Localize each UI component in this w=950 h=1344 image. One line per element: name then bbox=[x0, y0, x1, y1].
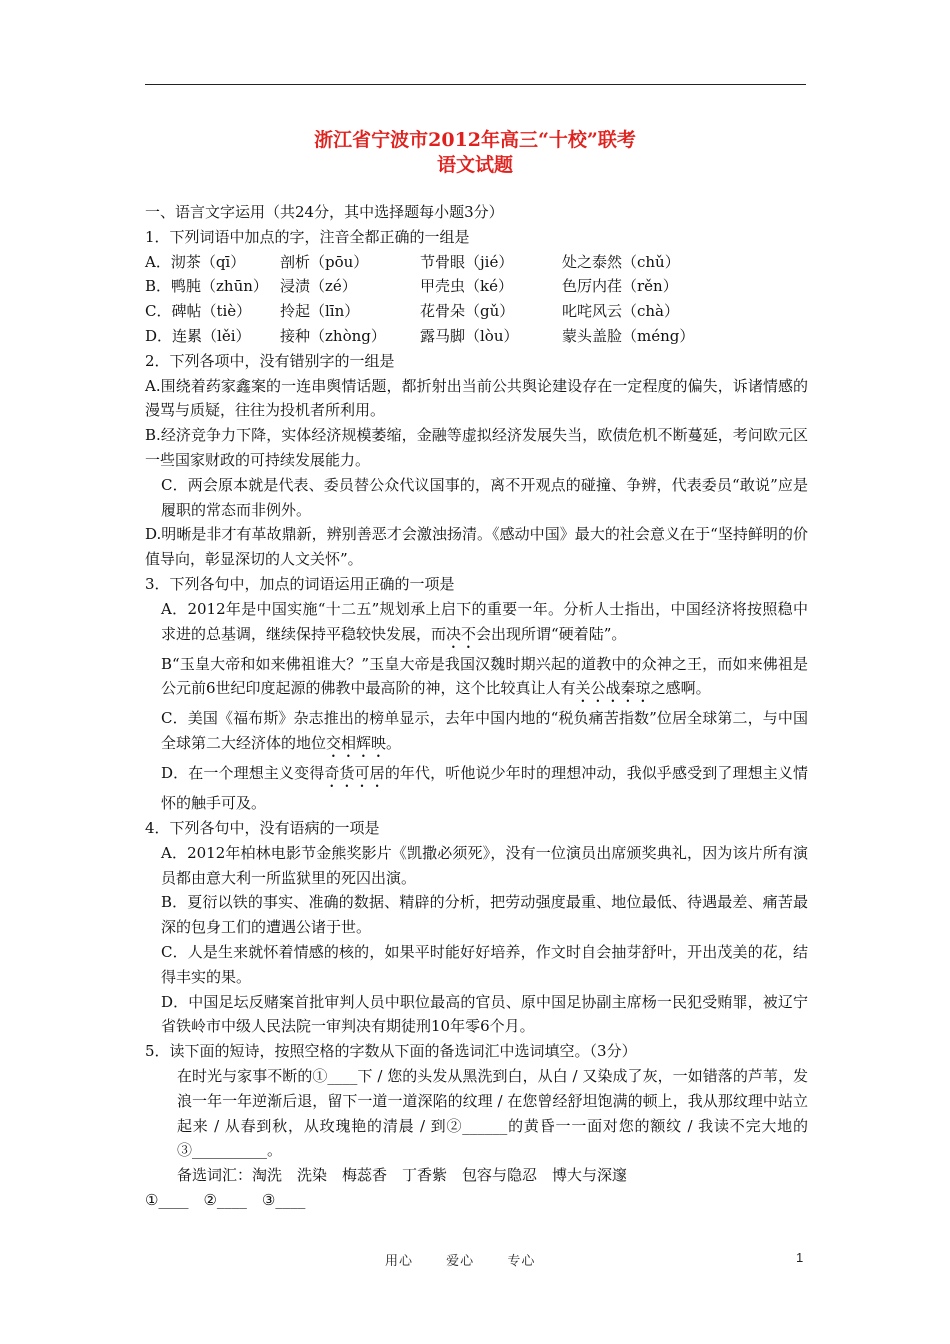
q1-b-4: 色厉内荏（rěn） bbox=[562, 277, 678, 296]
q1-b-1: B．鸭肫（zhūn） bbox=[145, 277, 268, 296]
q5-blanks: ①____ ②____ ③____ bbox=[145, 1190, 306, 1209]
q5-stem: 5．读下面的短诗，按照空格的字数从下面的备选词汇中选词填空。（3分） bbox=[145, 1042, 637, 1061]
q3-c-dotted: 交相辉映 bbox=[326, 734, 387, 753]
page-title: 浙江省宁波市2012年高三“十校”联考 bbox=[314, 129, 636, 151]
q1-d-1: D．连累（lěi） bbox=[145, 326, 251, 345]
q2-stem: 2．下列各项中，没有错别字的一组是 bbox=[145, 351, 395, 370]
q1-b-3: 甲壳虫（ké） bbox=[420, 277, 513, 296]
footer-item: 用心 bbox=[385, 1254, 414, 1269]
exam-content bbox=[145, 200, 808, 1213]
footer-motto bbox=[385, 1250, 565, 1269]
q1-a-2: 剖析（pōu） bbox=[280, 252, 369, 271]
q3-option-d: D．在一个理想主义变得奇货可居的年代，听他说少年时的理想冲动，我似乎感受到了理想主义情怀的触手可及。 bbox=[161, 764, 808, 813]
q2-option-d: D.明晰是非才有革故鼎新，辨别善恶才会激浊扬清。《感动中国》最大的社会意义在于“坚持鲜明的价值导向，彰显深切的人文关怀”。 bbox=[145, 525, 808, 569]
q4-option-a: A．2012年柏林电影节金熊奖影片《凯撒必须死》，没有一位演员出席颁奖典礼，因为该片所有演员都由意大利一所监狱里的死囚出演。 bbox=[161, 843, 808, 887]
q1-d-2: 接种（zhòng） bbox=[280, 326, 386, 345]
q4-stem: 4．下列各句中，没有语病的一项是 bbox=[145, 818, 380, 837]
header-rule bbox=[145, 84, 806, 85]
page-subtitle: 语文试题 bbox=[436, 154, 513, 176]
q1-a-3: 节骨眼（jié） bbox=[420, 252, 514, 271]
q4-option-b: B．夏衍以铁的事实、准确的数据、精辟的分析，把劳动强度最重、地位最低、待遇最差、痛苦最深的包身工们的遭遇公诸于世。 bbox=[161, 893, 808, 937]
q3-option-b: B“玉皇大帝和如来佛祖谁大？”玉皇大帝是我国汉魏时期兴起的道教中的众神之王，而如来佛祖是公元前6世纪印度起源的佛教中最高阶的神，这个比较真让人有关公战秦琼之感啊。 bbox=[161, 654, 808, 698]
q3-option-c: C．美国《福布斯》杂志推出的榜单显示，去年中国内地的“税负痛苦指数”位居全球第二，与中国全球第二大经济体的地位交相辉映。 bbox=[161, 709, 808, 753]
q1-options bbox=[145, 250, 808, 349]
q5-choices: 备选词汇：淘洗 洗染 梅蕊香 丁香紫 包容与隐忍 博大与深邃 bbox=[177, 1166, 628, 1185]
q1-d-4: 蒙头盖脸（méng） bbox=[562, 326, 695, 345]
q1-d-3: 露马脚（lòu） bbox=[420, 326, 519, 345]
q3-stem: 3．下列各句中，加点的词语运用正确的一项是 bbox=[145, 574, 455, 593]
q1-c-2: 拎起（līn） bbox=[280, 302, 360, 321]
section-heading: 一、语言文字运用（共24分，其中选择题每小题3分） bbox=[145, 203, 504, 221]
q1-a-1: A．沏茶（qī） bbox=[145, 252, 246, 271]
q2-option-a: A.围绕着药家鑫案的一连串舆情话题，都折射出当前公共舆论建设存在一定程度的偏失，诉诸情感的漫骂与质疑，往往为投机者所利用。 bbox=[145, 376, 808, 420]
q2-option-b: B.经济竞争力下降，实体经济规模萎缩，金融等虚拟经济发展失当，欧债危机不断蔓延，考问欧元区一些国家财政的可持续发展能力。 bbox=[145, 426, 808, 469]
q1-c-1: C．碑帖（tiè） bbox=[145, 302, 252, 321]
q1-a-4: 处之泰然（chǔ） bbox=[562, 252, 680, 271]
q1-b-2: 浸渍（zé） bbox=[280, 277, 357, 296]
q2-option-c: C．两会原本就是代表、委员替公众代议国事的，离不开观点的碰撞、争辨，代表委员“敢说”应是履职的常态而非例外。 bbox=[161, 475, 808, 519]
q1-c-3: 花骨朵（gǔ） bbox=[420, 302, 515, 321]
q5-poem: 在时光与家事不断的①____下 / 您的头发从黑洗到白，从白 / 又染成了灰，一如错落的芦苇，发浪一年一年逆渐后退，留下一道一道深陷的纹理 / 在您曾经舒坦饱满的顿上，我从那纹理中站立起来 / 从春到秋，从玫瑰艳的清晨 / 到②______的黄昏一一面对您的额纹 / 我读不完大地的③__________。 bbox=[177, 1066, 808, 1160]
q1-c-4: 叱咤风云（chà） bbox=[562, 302, 680, 321]
footer-item: 专心 bbox=[507, 1254, 536, 1269]
q4-option-d: D．中国足坛反赌案首批审判人员中职位最高的官员、原中国足协副主席杨一民犯受贿罪，被辽宁省铁岭市中级人民法院一审判决有期徒刑10年零6个月。 bbox=[161, 992, 808, 1036]
q3-d-dotted: 奇货可居 bbox=[324, 764, 385, 783]
q3-b-dotted: 关公战秦琼 bbox=[575, 679, 651, 698]
footer-item: 爱心 bbox=[446, 1254, 475, 1269]
page-number: 1 bbox=[796, 1250, 804, 1265]
q3-option-a: A．2012年是中国实施“十二五”规划承上启下的重要一年。分析人士指出，中国经济将按照稳中求进的总基调，继续保持平稳较快发展，而决不会出现所谓“硬着陆”。 bbox=[161, 599, 808, 643]
q4-option-c: C．人是生来就怀着情感的核的，如果平时能好好培养，作文时自会抽芽舒叶，开出茂美的花，结得丰实的果。 bbox=[161, 942, 808, 986]
q3-a-dotted: 决不 bbox=[446, 624, 477, 643]
q1-stem: 1．下列词语中加点的字，注音全都正确的一组是 bbox=[145, 227, 470, 246]
